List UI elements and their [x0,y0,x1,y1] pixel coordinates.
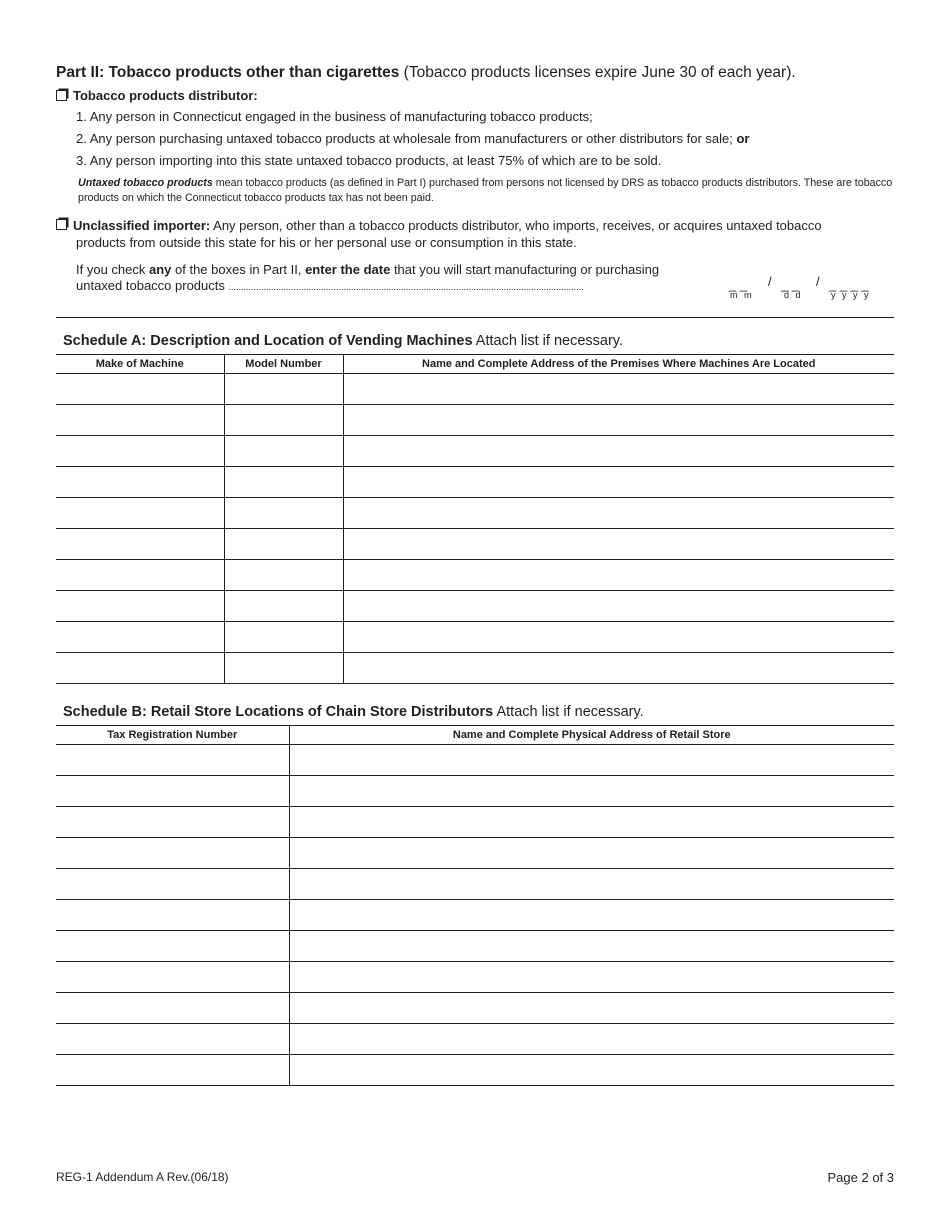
col-model-number: Model Number [224,355,343,374]
table-row [56,498,894,529]
date-question-line2: untaxed tobacco products .............................................................................................................................................. [76,278,584,293]
table-row [56,653,894,684]
tax-reg-cell[interactable] [56,776,289,807]
col-tax-registration-number: Tax Registration Number [56,726,289,745]
unclassified-text-line2: products from outside this state for his or her personal use or consumption in this state. [76,235,577,250]
table-row [56,838,894,869]
model-cell[interactable] [224,374,343,405]
tax-reg-cell[interactable] [56,962,289,993]
table-row [56,962,894,993]
tax-reg-cell[interactable] [56,838,289,869]
model-cell[interactable] [224,405,343,436]
date-question: If you check any of the boxes in Part II, enter the date that you will start manufacturing or purchasing [76,262,660,277]
col-make-of-machine: Make of Machine [56,355,224,374]
table-row [56,900,894,931]
tax-reg-cell[interactable] [56,900,289,931]
address-cell[interactable] [343,622,894,653]
table-row [56,405,894,436]
untaxed-definition-note: Untaxed tobacco products mean tobacco products (as defined in Part I) purchased from persons not licensed by DRS as tobacco products distributors. These are tobacco products on which the Connecticut tobacco products tax has not been paid. [78,177,893,204]
schedule-b-table [56,725,894,1086]
unclassified-row: Unclassified importer: Any person, other than a tobacco products distributor, who imports, receives, or acquires untaxed tobacco [56,217,896,234]
table-row [56,374,894,405]
part-ii-title: Part II: Tobacco products other than cigarettes (Tobacco products licenses expire June 30 of each year). [56,64,796,81]
store-address-cell[interactable] [289,1024,894,1055]
model-cell[interactable] [224,529,343,560]
table-row [56,622,894,653]
table-row [56,745,894,776]
distributor-row [56,88,258,103]
schedule-b-title: Schedule B: Retail Store Locations of Chain Store Distributors Attach list if necessary. [63,704,644,720]
store-address-cell[interactable] [289,776,894,807]
address-cell[interactable] [343,560,894,591]
list-item: 3. Any person importing into this state untaxed tobacco products, at least 75% of which are to be sold. [76,153,662,168]
section-divider [56,317,894,318]
address-cell[interactable] [343,529,894,560]
model-cell[interactable] [224,498,343,529]
date-year-field[interactable]: _ _ _ _ [829,277,869,292]
make-cell[interactable] [56,622,224,653]
date-slash: / [816,274,820,289]
tax-reg-cell[interactable] [56,993,289,1024]
make-cell[interactable] [56,405,224,436]
table-row [56,591,894,622]
store-address-cell[interactable] [289,838,894,869]
list-item: 2. Any person purchasing untaxed tobacco products at wholesale from manufacturers or other distributors for sale; or [76,131,750,146]
table-row [56,776,894,807]
store-address-cell[interactable] [289,993,894,1024]
table-row [56,869,894,900]
schedule-a-title: Schedule A: Description and Location of Vending Machines Attach list if necessary. [63,333,623,349]
store-address-cell[interactable] [289,807,894,838]
date-slash: / [768,274,772,289]
distributor-checkbox[interactable] [56,90,67,101]
tax-reg-cell[interactable] [56,869,289,900]
address-cell[interactable] [343,498,894,529]
date-day-field[interactable]: _ _ [781,277,800,292]
make-cell[interactable] [56,436,224,467]
make-cell[interactable] [56,374,224,405]
table-row [56,436,894,467]
tax-reg-cell[interactable] [56,931,289,962]
make-cell[interactable] [56,591,224,622]
make-cell[interactable] [56,529,224,560]
model-cell[interactable] [224,622,343,653]
col-premises-address: Name and Complete Address of the Premises Where Machines Are Located [343,355,894,374]
store-address-cell[interactable] [289,869,894,900]
make-cell[interactable] [56,498,224,529]
address-cell[interactable] [343,467,894,498]
date-year-label: y y y y [831,290,871,300]
tax-reg-cell[interactable] [56,1055,289,1086]
page-number: Page 2 of 3 [827,1170,894,1185]
make-cell[interactable] [56,653,224,684]
model-cell[interactable] [224,436,343,467]
address-cell[interactable] [343,405,894,436]
tax-reg-cell[interactable] [56,807,289,838]
tax-reg-cell[interactable] [56,745,289,776]
address-cell[interactable] [343,653,894,684]
model-cell[interactable] [224,653,343,684]
model-cell[interactable] [224,560,343,591]
make-cell[interactable] [56,467,224,498]
unclassified-label: Unclassified importer: [73,218,211,233]
table-row [56,560,894,591]
store-address-cell[interactable] [289,931,894,962]
distributor-label: Tobacco products distributor: [73,88,258,103]
table-row [56,993,894,1024]
tax-reg-cell[interactable] [56,1024,289,1055]
store-address-cell[interactable] [289,1055,894,1086]
col-retail-store-address: Name and Complete Physical Address of Retail Store [289,726,894,745]
address-cell[interactable] [343,374,894,405]
table-row [56,467,894,498]
schedule-a-table [56,354,894,684]
table-row [56,807,894,838]
model-cell[interactable] [224,591,343,622]
address-cell[interactable] [343,591,894,622]
form-revision-id: REG-1 Addendum A Rev.(06/18) [56,1170,229,1184]
date-month-field[interactable]: _ _ [729,277,748,292]
date-day-label: d d [784,290,803,300]
schedule-b-header-row [56,726,894,745]
make-cell[interactable] [56,560,224,591]
store-address-cell[interactable] [289,900,894,931]
table-row [56,931,894,962]
table-row [56,1024,894,1055]
address-cell[interactable] [343,436,894,467]
schedule-a-header-row [56,355,894,374]
unclassified-checkbox[interactable] [56,219,67,230]
table-row [56,529,894,560]
date-month-label: m m [730,290,754,300]
model-cell[interactable] [224,467,343,498]
store-address-cell[interactable] [289,962,894,993]
list-item: 1. Any person in Connecticut engaged in the business of manufacturing tobacco products; [76,109,593,124]
table-row [56,1055,894,1086]
store-address-cell[interactable] [289,745,894,776]
